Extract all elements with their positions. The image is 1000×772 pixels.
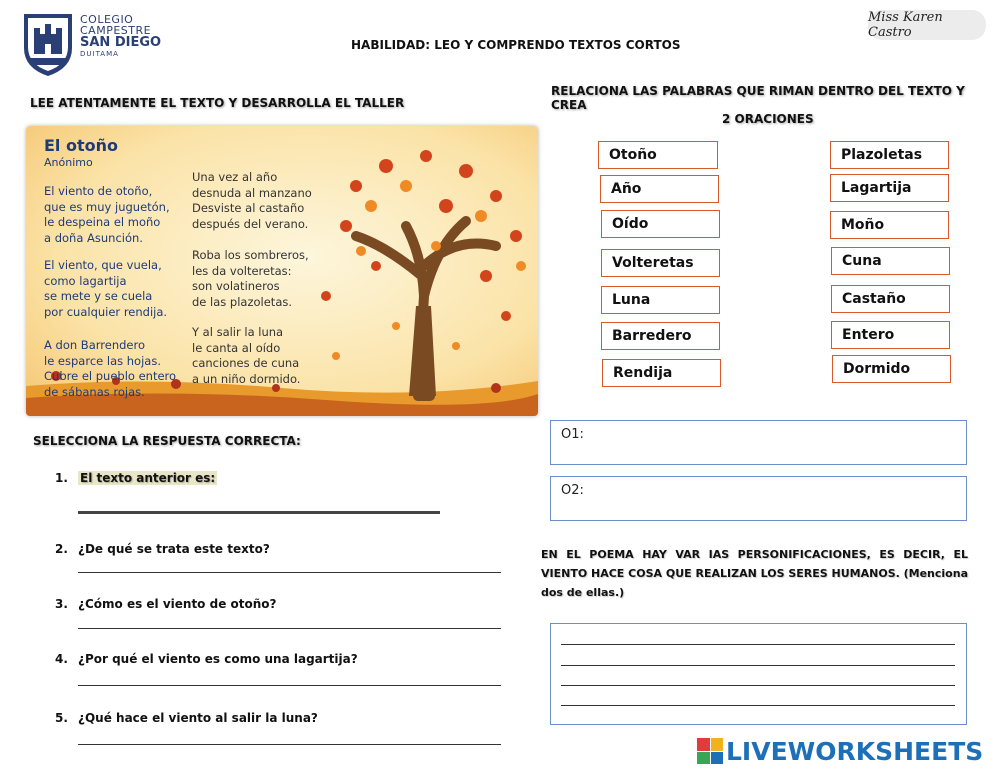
brand-name: LIVEWORKSHEETS <box>726 736 984 766</box>
question-text: ¿Qué hace el viento al salir la luna? <box>78 711 318 725</box>
answer-line-q2[interactable] <box>78 572 501 573</box>
poem-stanza-2: El viento, que vuela, como lagartija se mete y se cuela por cualquier rendija. <box>44 258 168 319</box>
question-text: ¿Por qué el viento es como una lagartija? <box>78 652 358 666</box>
word-box-right[interactable]: Cuna <box>831 247 950 275</box>
word-box-left[interactable]: Barredero <box>601 322 720 350</box>
word-box-right[interactable]: Castaño <box>831 285 950 313</box>
personification-instruction: EN EL POEMA HAY VAR IAS PERSONIFICACIONES, ES DECIR, EL VIENTO HACE COSA QUE REALIZAN LOS SERES HUMANOS. (Menciona dos de ellas.) <box>541 548 968 599</box>
school-city: DUITAMA <box>80 50 119 58</box>
word-box-left[interactable]: Oído <box>601 210 720 238</box>
word-box-right[interactable]: Moño <box>830 211 949 239</box>
school-name-line1: COLEGIO <box>80 13 134 26</box>
rhyme-instruction-line1: RELACIONA LAS PALABRAS QUE RIMAN DENTRO DEL TEXTO Y CREA <box>551 84 965 112</box>
answer-line-q4[interactable] <box>78 685 501 686</box>
word-box-left[interactable]: Rendija <box>602 359 721 387</box>
question-number: 5. <box>55 711 68 725</box>
sentence-input-o1[interactable] <box>550 420 967 465</box>
page-title: HABILIDAD: LEO Y COMPRENDO TEXTOS CORTOS <box>351 38 681 52</box>
teacher-signature: Miss Karen Castro <box>868 10 986 40</box>
question-text: ¿De qué se trata este texto? <box>78 542 270 556</box>
read-instruction: LEE ATENTAMENTE EL TEXTO Y DESARROLLA EL TALLER <box>30 96 405 110</box>
question-text: ¿Cómo es el viento de otoño? <box>78 597 277 611</box>
school-shield-logo <box>20 10 76 78</box>
liveworksheets-logo <box>697 736 983 766</box>
school-name-line3: SAN DIEGO <box>80 35 162 50</box>
word-box-left[interactable]: Volteretas <box>601 249 720 277</box>
poem-title: El otoño <box>44 136 118 155</box>
word-box-left[interactable]: Año <box>600 175 719 203</box>
answer-line <box>561 705 955 706</box>
answer-line-q3[interactable] <box>78 628 501 629</box>
question-text: El texto anterior es: <box>80 471 216 485</box>
poem-stanza-4: Una vez al año desnuda al manzano Desviste al castaño después del verano. <box>192 170 312 231</box>
word-box-right[interactable]: Lagartija <box>830 174 949 202</box>
word-box-left[interactable]: Luna <box>601 286 720 314</box>
answer-line <box>561 644 955 645</box>
poem-author: Anónimo <box>44 156 93 169</box>
rhyme-instruction-line2: 2 ORACIONES <box>722 112 814 126</box>
answer-input-q1[interactable] <box>78 511 440 514</box>
poem-stanza-6: Y al salir la luna le canta al oído canciones de cuna a un niño dormido. <box>192 325 301 386</box>
select-instruction: SELECCIONA LA RESPUESTA CORRECTA: <box>33 434 301 448</box>
personification-answer-box[interactable] <box>550 623 967 725</box>
answer-line <box>561 665 955 666</box>
poem-stanza-3: A don Barrendero le esparce las hojas. Cubre el pueblo entero de sábanas rojas. <box>44 338 177 399</box>
liveworksheets-icon <box>697 738 723 764</box>
question-number: 4. <box>55 652 68 666</box>
word-box-right[interactable]: Dormido <box>832 355 951 383</box>
sentence-label-o2: O2: <box>561 483 584 498</box>
sentence-label-o1: O1: <box>561 427 584 442</box>
sentence-input-o2[interactable] <box>550 476 967 521</box>
word-box-right[interactable]: Entero <box>831 321 950 349</box>
question-number: 1. <box>55 471 68 485</box>
answer-line-q5[interactable] <box>78 744 501 745</box>
question-number: 2. <box>55 542 68 556</box>
word-box-right[interactable]: Plazoletas <box>830 141 949 169</box>
question-number: 3. <box>55 597 68 611</box>
poem-stanza-5: Roba los sombreros, les da volteretas: son volatineros de las plazoletas. <box>192 248 309 309</box>
answer-line <box>561 685 955 686</box>
poem-stanza-1: El viento de otoño, que es muy juguetón, le despeina el moño a doña Asunción. <box>44 184 170 245</box>
poem-image <box>26 126 538 416</box>
word-box-left[interactable]: Otoño <box>598 141 718 169</box>
school-name-line2: CAMPESTRE <box>80 24 152 37</box>
